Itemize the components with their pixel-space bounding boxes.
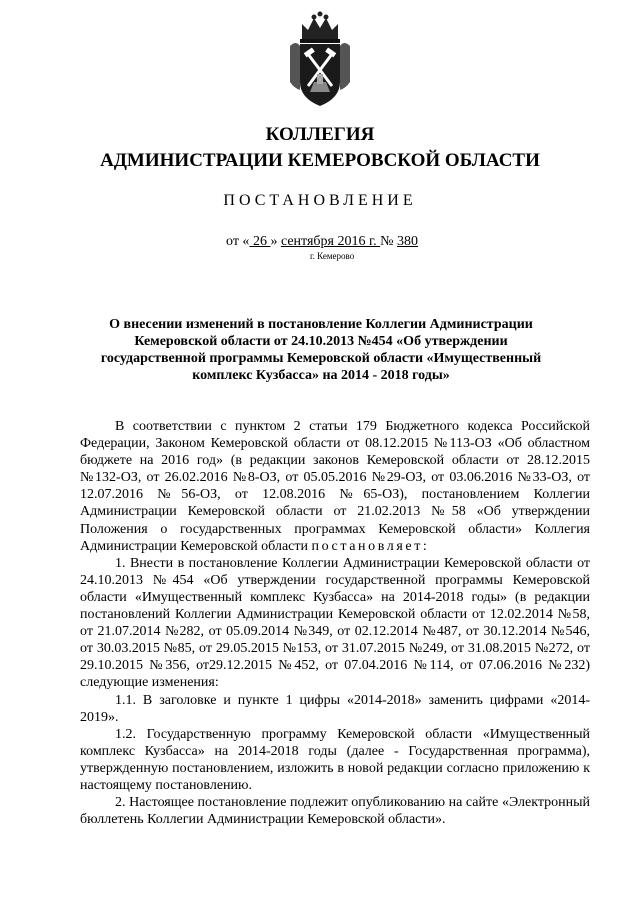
- intro-paragraph: [80, 418, 590, 555]
- item-2: 2. Настоящее постановление подлежит опубликованию на сайте «Электронный бюллетень Коллегии Администрации Кемеровской области».: [80, 795, 590, 828]
- date-month-year: сентября 2016 г.: [280, 234, 381, 249]
- date-mid: »: [270, 234, 281, 249]
- number-label: №: [380, 234, 397, 249]
- org-name-line2: АДМИНИСТРАЦИИ КЕМЕРОВСКОЙ ОБЛАСТИ: [100, 150, 540, 171]
- intro-resolves: постановляет:: [311, 538, 430, 554]
- document-number: 380: [397, 234, 418, 249]
- date-day: 26: [249, 234, 271, 249]
- org-name-line1: КОЛЛЕГИЯ: [265, 124, 375, 145]
- document-body: [80, 418, 590, 828]
- item-1-1: 1.1. В заголовке и пункте 1 цифры «2014-2018» заменить цифрами «2014-2019».: [80, 692, 590, 725]
- item-1: 1. Внести в постановление Коллегии Администрации Кемеровской области от 24.10.2013 №454 «Об утверждении государственной программы Кемеровской области «Имущественный комплекс Кузбасса» на 2014-2018 годы» (в редакции постановлений Коллегии Администрации Кемеровской области от 12.02.2014 №58, от 21.07.2014 №282, от 05.09.2014 №349, от 02.12.2014 №487, от 30.12.2014 №546, от 30.03.2015 №85, от 29.05.2015 №153, от 31.07.2015 №249, от 31.08.2015 №272, от 29.10.2015 №356, от29.12.2015 №452, от 07.04.2016 №114, от 07.06.2016 №232) следующие изменения:: [80, 555, 590, 691]
- item-1-2: 1.2. Государственную программу Кемеровской области «Имущественный комплекс Кузбасса» на 2014-2018 годы (далее - Государственная программа), утвержденную постановлением, изложить в новой редакции согласно приложению к настоящему постановлению.: [80, 726, 590, 793]
- city-label: г. Кемерово: [310, 251, 355, 261]
- date-prefix: от «: [226, 234, 250, 249]
- date-line: [226, 234, 418, 250]
- document-type: ПОСТАНОВЛЕНИЕ: [223, 192, 417, 209]
- intro-text: В соответствии с пунктом 2 статьи 179 Бюджетного кодекса Российской Федерации, Законом Кемеровской области от 08.12.2015 №113-ОЗ «Об областном бюджете на 2016 год» (в редакции законов Кемеровской области от 28.12.2015 №132-ОЗ, от 26.02.2016 №8-ОЗ, от 05.05.2016 №29-ОЗ, от 03.06.2016 №33-ОЗ, от 12.07.2016 №56-ОЗ, от 12.08.2016 №65-ОЗ), постановлением Коллегии Администрации Кемеровской области от 21.02.2013 №58 «Об утверждении Положения о государственных программах Кемеровской области» Коллегия Администрации Кемеровской области: [80, 419, 590, 554]
- document-title: О внесении изменений в постановление Коллегии Администрации Кемеровской области от 24.10.2013 №454 «Об утверждении государственной программы Кемеровской области «Имущественный комплекс Кузбасса» на 2014 - 2018 годы»: [100, 317, 542, 383]
- coat-of-arms-emblem: [288, 10, 352, 108]
